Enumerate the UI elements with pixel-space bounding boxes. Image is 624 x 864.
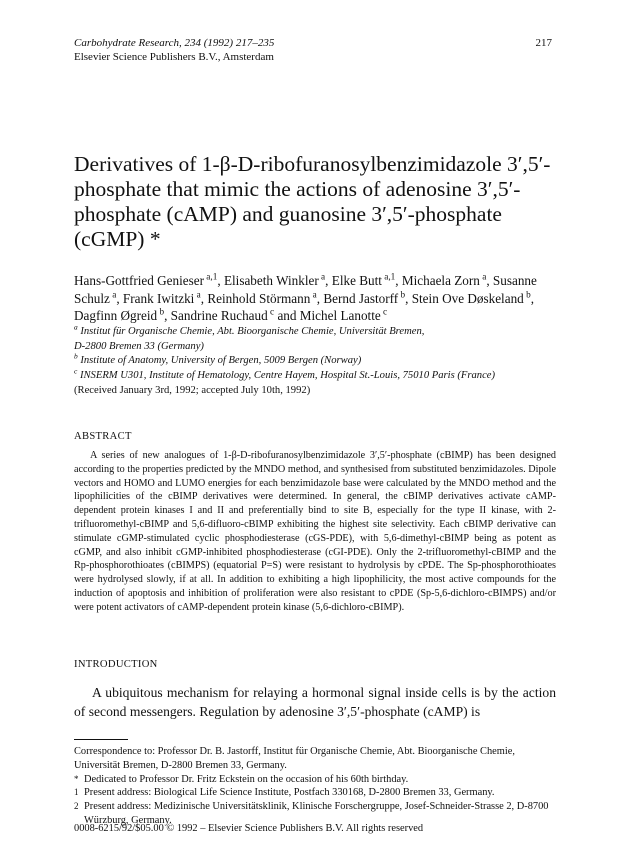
affiliation-text: INSERM U301, Institute of Hematology, Centre Hayem, Hospital St.-Louis, 75010 Paris (France) [79, 369, 496, 381]
author [224, 273, 325, 288]
author-name: Elke Butt [331, 273, 382, 288]
footnote-mark: 2 [74, 801, 79, 812]
footnote-text: Correspondence to: Professor Dr. B. Jastorff, Institut für Organische Chemie, Abt. Bioorganische Chemie, Universität Bremen, D-2800 Bremen 33, Germany. [74, 746, 515, 771]
footnote-text: Present address: Medizinische Universitätsklinik, Klinische Forschergruppe, Josef-Schneider-Strasse 2, D-8700 Würzburg, Germany. [84, 801, 549, 826]
author-affiliation-mark: c [380, 306, 388, 317]
author [207, 291, 316, 306]
author-list: Hans-Gottfried Genieser $^{a,1}$, Elisabeth Winkler $^a$, Elke Butt $^{a,1}$, Michaela Zorn $^a$, Susanne Schulz $^a$, Frank Iwitzki $^a$, Reinhold Störmann $^a$, Bernd Jastorff $^b$, Stein Ove Døskeland $^b$, Dagfinn Øgreid $^b$, Sandrine Ruchaud $^c$ and Michel Lanotte $^c$ [74, 271, 537, 323]
author [323, 291, 405, 306]
footnote [74, 773, 558, 787]
author-affiliation-mark: a [310, 289, 317, 300]
author-affiliation-mark: a,1 [204, 271, 218, 282]
footnote-mark: * [74, 773, 79, 784]
running-header [74, 36, 552, 64]
author [123, 291, 201, 306]
affiliation-text: Institute of Anatomy, University of Bergen, 5009 Bergen (Norway) [80, 355, 362, 366]
author-affiliation-mark: a [109, 289, 117, 300]
page-number: 217 [535, 37, 552, 49]
affiliation-mark: b [74, 351, 78, 361]
footnote-text: Present address: Biological Life Science Institute, Postfach 330168, D-2800 Bremen 33, Germany. [84, 787, 495, 799]
article-title: Derivatives of 1-β-D-ribofuranosylbenzimidazole 3′,5′-phosphate that mimic the actions of adenosine 3′,5′-phosphate (cAMP) and guanosine 3′,5′-phosphate (cGMP) * [74, 152, 551, 251]
affiliation-text: Institut für Organische Chemie, Abt. Bioorganische Chemie, Universität Bremen, [80, 326, 425, 337]
affiliation-text: D-2800 Bremen 33 (Germany) [74, 340, 204, 352]
author-name: Dagfinn Øgreid [74, 308, 158, 323]
author-name: Elisabeth Winkler [223, 273, 319, 288]
introduction-text: A ubiquitous mechanism for relaying a hormonal signal inside cells is by the action of second messengers. Regulation by adenosine 3′,5′-phosphate (cAMP) is [74, 685, 556, 719]
author [171, 308, 274, 323]
affiliation-mark: a [74, 322, 78, 332]
author [74, 308, 164, 323]
introduction-heading: INTRODUCTION [74, 659, 158, 670]
author-name: Frank Iwitzki [122, 290, 195, 306]
author-affiliation-mark: a [194, 289, 201, 300]
author [402, 273, 486, 288]
author-affiliation-mark: b [523, 289, 531, 300]
author-name: Bernd Jastorff [323, 290, 399, 306]
copyright-line: 0008-6215/92/$05.00 © 1992 – Elsevier Science Publishers B.V. All rights reserved [74, 823, 424, 834]
author [74, 273, 217, 288]
abstract-heading: ABSTRACT [74, 431, 132, 442]
author-name: Reinhold Störmann [207, 290, 311, 306]
abstract-text: A series of new analogues of 1-β-D-ribofuranosylbenzimidazole 3′,5′-phosphate (cBIMP) has been designed according to the properties predicted by the MNDO method, and synthesised from substituted benzimidazoles. Dipole vectors and HOMO and LUMO energies for each benzimidazole base were calculated by the MNDO method and the lipophilicities of the cBIMP derivatives were determined. In general, the cBIMP derivatives activate cAMP-dependent protein kinases I and II and preferentially bind to site B, especially for the type II kinase, with 2-trifluoromethyl-cBIMP and 5,6-difluoro-cBIMP exhibiting the highest site selectivity. Each cBIMP derivative can stimulate cGMP-stimulated cyclic phosphodiesterase (cGS-PDE), with 5,6-dimethyl-cBIMP being as potent as cGMP, and also inhibit cGMP-inhibited phosphodiesterase (cGI-PDE). Only the 2-trifluoromethyl-cBIMP and the Rp-phosphorothioates (cBIMPS) (equatorial P=S) were resistant to hydrolysis by cPDE. The Sp-phosphorothioates were hydrolysed slowly, if at all. In addition to exhibiting a high lipophilicity, the most active compounds for the induction of apoptosis and inhibition of proliferation were also resistant to cPDE (Sp-5,6-dichloro-cBIMPS) and/or were potent activators of cAMP-dependent protein kinase (5,6-dichloro-cBIMP). [74, 450, 556, 613]
author-name: Hans-Gottfried Genieser [74, 273, 204, 288]
footnote [74, 745, 558, 773]
author [412, 291, 531, 306]
author-affiliation-mark: b [398, 289, 406, 300]
author-affiliation-mark: b [157, 306, 165, 317]
affiliation-line [74, 322, 560, 340]
author-affiliation-mark: a,1 [381, 271, 396, 282]
author [300, 308, 387, 323]
affiliation-line [74, 365, 560, 384]
footnote-text: Dedicated to Professor Dr. Fritz Eckstein on the occasion of his 60th birthday. [84, 773, 409, 785]
author-name: Michaela Zorn [401, 273, 480, 288]
author-name: Sandrine Ruchaud [170, 308, 268, 323]
publisher-line: Elsevier Science Publishers B.V., Amsterdam [74, 51, 274, 63]
journal-citation: Carbohydrate Research, 234 (1992) 217–235 [74, 37, 275, 49]
footnotes [74, 745, 558, 828]
author-name: Michel Lanotte [299, 308, 381, 323]
author [332, 273, 396, 288]
author-name: Susanne Schulz [74, 273, 537, 306]
received-dates: (Received January 3rd, 1992; accepted July 10th, 1992) [74, 385, 311, 396]
author-affiliation-mark: a [318, 271, 326, 282]
affiliation-mark: c [74, 365, 78, 375]
author-name: Stein Ove Døskeland [411, 290, 524, 306]
author-affiliation-mark: a [479, 271, 487, 282]
affiliations [74, 322, 560, 383]
footnote-divider [74, 739, 128, 740]
author-affiliation-mark: c [267, 306, 275, 317]
affiliation-line [74, 340, 560, 355]
affiliation-line [74, 351, 560, 369]
footnote [74, 786, 558, 800]
footnote-mark: 1 [74, 787, 79, 798]
